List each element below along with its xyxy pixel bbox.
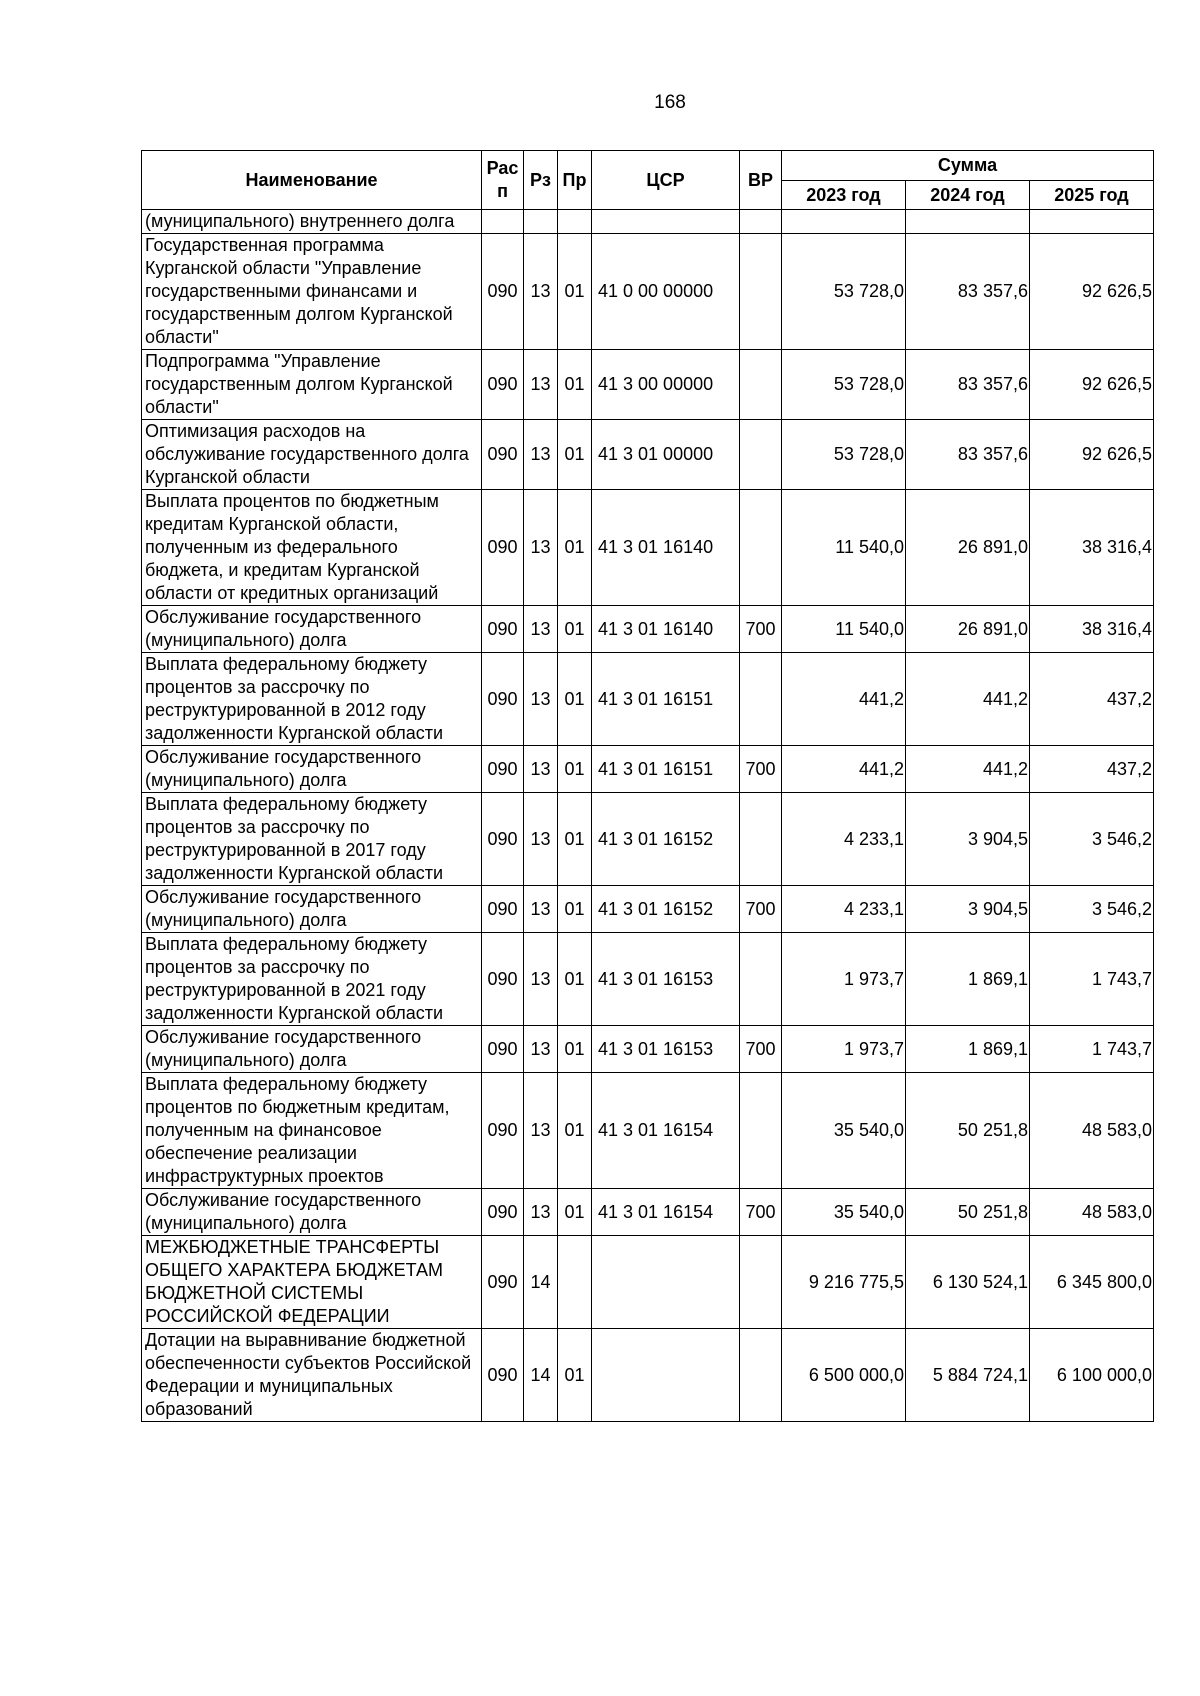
cell-rasp: 090 — [482, 1236, 524, 1329]
header-name: Наименование — [142, 151, 482, 210]
cell-2024: 3 904,5 — [906, 886, 1030, 933]
table-row — [142, 1236, 1154, 1329]
cell-2025: 3 546,2 — [1030, 886, 1154, 933]
cell-name: Государственная программа Курганской области "Управление государственными финансами и государственным долгом Курганской области" — [142, 234, 482, 350]
cell-pr: 01 — [558, 1073, 592, 1189]
cell-rasp: 090 — [482, 490, 524, 606]
cell-vr: 700 — [740, 1026, 782, 1073]
cell-name: МЕЖБЮДЖЕТНЫЕ ТРАНСФЕРТЫ ОБЩЕГО ХАРАКТЕРА БЮДЖЕТАМ БЮДЖЕТНОЙ СИСТЕМЫ РОССИЙСКОЙ ФЕДЕРАЦИИ — [142, 1236, 482, 1329]
cell-2023: 35 540,0 — [782, 1189, 906, 1236]
cell-vr — [740, 933, 782, 1026]
cell-vr — [740, 350, 782, 420]
cell-rz: 13 — [524, 933, 558, 1026]
cell-rz: 13 — [524, 420, 558, 490]
cell-name: Дотации на выравнивание бюджетной обеспеченности субъектов Российской Федерации и муниципальных образований — [142, 1329, 482, 1422]
table-row — [142, 746, 1154, 793]
header-year-2023: 2023 год — [782, 181, 906, 210]
cell-rz: 14 — [524, 1329, 558, 1422]
cell-2023: 35 540,0 — [782, 1073, 906, 1189]
cell-rasp: 090 — [482, 886, 524, 933]
table-row — [142, 886, 1154, 933]
cell-rasp — [482, 210, 524, 234]
cell-vr — [740, 490, 782, 606]
header-pr: Пр — [558, 151, 592, 210]
header-vr: ВР — [740, 151, 782, 210]
cell-name: Оптимизация расходов на обслуживание государственного долга Курганской области — [142, 420, 482, 490]
cell-pr: 01 — [558, 746, 592, 793]
cell-rz — [524, 210, 558, 234]
cell-name: Выплата процентов по бюджетным кредитам Курганской области, полученным из федерального бюджета, и кредитам Курганской области от кредитных организаций — [142, 490, 482, 606]
cell-2024: 83 357,6 — [906, 234, 1030, 350]
cell-rasp: 090 — [482, 653, 524, 746]
cell-2025: 92 626,5 — [1030, 234, 1154, 350]
cell-2024: 26 891,0 — [906, 606, 1030, 653]
cell-pr: 01 — [558, 420, 592, 490]
cell-vr — [740, 210, 782, 234]
cell-2023: 11 540,0 — [782, 490, 906, 606]
table-row — [142, 210, 1154, 234]
cell-csr: 41 3 01 16151 — [592, 653, 740, 746]
cell-2024: 5 884 724,1 — [906, 1329, 1030, 1422]
table-row — [142, 653, 1154, 746]
cell-2024: 50 251,8 — [906, 1073, 1030, 1189]
cell-rasp: 090 — [482, 234, 524, 350]
cell-2024: 1 869,1 — [906, 1026, 1030, 1073]
header-year-2025: 2025 год — [1030, 181, 1154, 210]
header-csr: ЦСР — [592, 151, 740, 210]
table-row — [142, 933, 1154, 1026]
cell-name: (муниципального) внутреннего долга — [142, 210, 482, 234]
header-rasp: Рас п — [482, 151, 524, 210]
cell-csr: 41 3 00 00000 — [592, 350, 740, 420]
cell-2023: 441,2 — [782, 746, 906, 793]
cell-2023: 53 728,0 — [782, 350, 906, 420]
cell-rasp: 090 — [482, 1189, 524, 1236]
cell-2024: 50 251,8 — [906, 1189, 1030, 1236]
table-row — [142, 490, 1154, 606]
cell-pr — [558, 1236, 592, 1329]
cell-rasp: 090 — [482, 606, 524, 653]
cell-rz: 13 — [524, 350, 558, 420]
cell-rasp: 090 — [482, 1329, 524, 1422]
cell-2023: 4 233,1 — [782, 886, 906, 933]
cell-2025: 38 316,4 — [1030, 606, 1154, 653]
cell-rz: 13 — [524, 1189, 558, 1236]
cell-2023: 441,2 — [782, 653, 906, 746]
cell-vr — [740, 1073, 782, 1189]
cell-rasp: 090 — [482, 793, 524, 886]
cell-name: Обслуживание государственного (муниципального) долга — [142, 1026, 482, 1073]
cell-csr — [592, 210, 740, 234]
table-body — [142, 210, 1154, 1422]
cell-pr: 01 — [558, 1026, 592, 1073]
cell-pr: 01 — [558, 490, 592, 606]
cell-vr: 700 — [740, 886, 782, 933]
cell-csr: 41 3 01 00000 — [592, 420, 740, 490]
cell-2025: 38 316,4 — [1030, 490, 1154, 606]
cell-csr — [592, 1329, 740, 1422]
budget-table — [141, 150, 1154, 1422]
cell-pr: 01 — [558, 606, 592, 653]
cell-pr: 01 — [558, 1189, 592, 1236]
cell-rz: 13 — [524, 1073, 558, 1189]
table-row — [142, 793, 1154, 886]
cell-2024: 6 130 524,1 — [906, 1236, 1030, 1329]
cell-vr — [740, 1236, 782, 1329]
cell-pr: 01 — [558, 886, 592, 933]
cell-csr: 41 3 01 16140 — [592, 606, 740, 653]
cell-csr: 41 3 01 16154 — [592, 1189, 740, 1236]
table-row — [142, 350, 1154, 420]
cell-rz: 13 — [524, 606, 558, 653]
cell-2024: 1 869,1 — [906, 933, 1030, 1026]
cell-2024 — [906, 210, 1030, 234]
header-rz: Рз — [524, 151, 558, 210]
cell-name: Выплата федеральному бюджету процентов по бюджетным кредитам, полученным на финансовое обеспечение реализации инфраструктурных проектов — [142, 1073, 482, 1189]
cell-2025: 92 626,5 — [1030, 420, 1154, 490]
cell-vr — [740, 793, 782, 886]
cell-rz: 13 — [524, 793, 558, 886]
cell-2025: 48 583,0 — [1030, 1189, 1154, 1236]
cell-csr: 41 3 01 16152 — [592, 793, 740, 886]
cell-rz: 13 — [524, 234, 558, 350]
cell-2025: 6 345 800,0 — [1030, 1236, 1154, 1329]
cell-pr: 01 — [558, 350, 592, 420]
cell-2025: 437,2 — [1030, 746, 1154, 793]
cell-2024: 3 904,5 — [906, 793, 1030, 886]
cell-2025: 1 743,7 — [1030, 1026, 1154, 1073]
cell-name: Обслуживание государственного (муниципального) долга — [142, 746, 482, 793]
cell-csr: 41 3 01 16153 — [592, 1026, 740, 1073]
cell-name: Выплата федеральному бюджету процентов за рассрочку по реструктурированной в 2021 году задолженности Курганской области — [142, 933, 482, 1026]
cell-rasp: 090 — [482, 350, 524, 420]
cell-pr: 01 — [558, 653, 592, 746]
cell-2023 — [782, 210, 906, 234]
cell-2024: 83 357,6 — [906, 350, 1030, 420]
cell-vr: 700 — [740, 1189, 782, 1236]
cell-2023: 11 540,0 — [782, 606, 906, 653]
cell-vr — [740, 420, 782, 490]
cell-vr: 700 — [740, 746, 782, 793]
cell-rasp: 090 — [482, 933, 524, 1026]
cell-name: Подпрограмма "Управление государственным долгом Курганской области" — [142, 350, 482, 420]
cell-name: Выплата федеральному бюджету процентов за рассрочку по реструктурированной в 2012 году задолженности Курганской области — [142, 653, 482, 746]
cell-rasp: 090 — [482, 1026, 524, 1073]
cell-2023: 9 216 775,5 — [782, 1236, 906, 1329]
cell-vr: 700 — [740, 606, 782, 653]
cell-2025: 48 583,0 — [1030, 1073, 1154, 1189]
cell-csr: 41 0 00 00000 — [592, 234, 740, 350]
cell-csr: 41 3 01 16153 — [592, 933, 740, 1026]
table-row — [142, 1026, 1154, 1073]
cell-vr — [740, 1329, 782, 1422]
cell-name: Обслуживание государственного (муниципального) долга — [142, 606, 482, 653]
cell-rasp: 090 — [482, 746, 524, 793]
cell-2023: 4 233,1 — [782, 793, 906, 886]
cell-rz: 13 — [524, 653, 558, 746]
cell-2023: 53 728,0 — [782, 234, 906, 350]
cell-2024: 26 891,0 — [906, 490, 1030, 606]
cell-csr: 41 3 01 16152 — [592, 886, 740, 933]
table-row — [142, 1329, 1154, 1422]
cell-csr: 41 3 01 16154 — [592, 1073, 740, 1189]
cell-name: Выплата федеральному бюджету процентов за рассрочку по реструктурированной в 2017 году задолженности Курганской области — [142, 793, 482, 886]
cell-name: Обслуживание государственного (муниципального) долга — [142, 886, 482, 933]
table-row — [142, 234, 1154, 350]
cell-vr — [740, 234, 782, 350]
cell-pr: 01 — [558, 1329, 592, 1422]
cell-name: Обслуживание государственного (муниципального) долга — [142, 1189, 482, 1236]
cell-rz: 13 — [524, 490, 558, 606]
cell-2024: 441,2 — [906, 653, 1030, 746]
cell-pr: 01 — [558, 793, 592, 886]
table-row — [142, 1189, 1154, 1236]
cell-2025 — [1030, 210, 1154, 234]
cell-rz: 13 — [524, 1026, 558, 1073]
table-row — [142, 420, 1154, 490]
cell-2025: 437,2 — [1030, 653, 1154, 746]
cell-csr: 41 3 01 16140 — [592, 490, 740, 606]
cell-csr — [592, 1236, 740, 1329]
cell-vr — [740, 653, 782, 746]
cell-2023: 1 973,7 — [782, 933, 906, 1026]
table-row — [142, 606, 1154, 653]
header-year-2024: 2024 год — [906, 181, 1030, 210]
cell-2025: 92 626,5 — [1030, 350, 1154, 420]
cell-rasp: 090 — [482, 1073, 524, 1189]
cell-2024: 83 357,6 — [906, 420, 1030, 490]
cell-2024: 441,2 — [906, 746, 1030, 793]
cell-2025: 1 743,7 — [1030, 933, 1154, 1026]
cell-rz: 13 — [524, 886, 558, 933]
cell-rz: 13 — [524, 746, 558, 793]
header-summa: Сумма — [782, 151, 1154, 181]
table-row — [142, 1073, 1154, 1189]
cell-pr: 01 — [558, 234, 592, 350]
cell-pr — [558, 210, 592, 234]
cell-rasp: 090 — [482, 420, 524, 490]
cell-pr: 01 — [558, 933, 592, 1026]
page-number: 168 — [654, 92, 686, 113]
cell-rz: 14 — [524, 1236, 558, 1329]
cell-2023: 1 973,7 — [782, 1026, 906, 1073]
cell-2023: 53 728,0 — [782, 420, 906, 490]
cell-csr: 41 3 01 16151 — [592, 746, 740, 793]
cell-2025: 3 546,2 — [1030, 793, 1154, 886]
cell-2023: 6 500 000,0 — [782, 1329, 906, 1422]
cell-2025: 6 100 000,0 — [1030, 1329, 1154, 1422]
